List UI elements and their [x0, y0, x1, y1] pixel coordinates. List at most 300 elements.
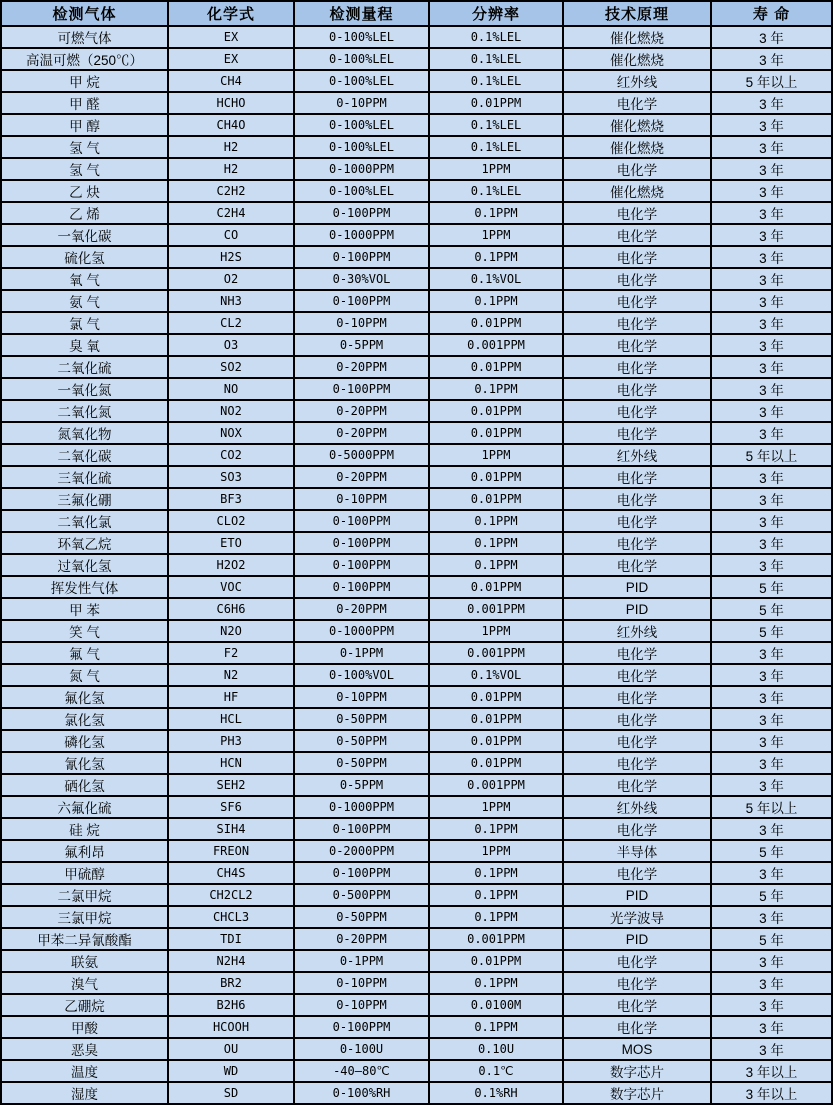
cell-technology: 电化学: [563, 554, 711, 576]
cell-gas-name: 乙 炔: [1, 180, 168, 202]
cell-technology: PID: [563, 598, 711, 620]
cell-detection-range: 0-1000PPM: [294, 796, 429, 818]
cell-chemical-formula: C6H6: [168, 598, 294, 620]
cell-resolution: 0.1PPM: [429, 378, 563, 400]
cell-lifespan: 5 年: [711, 928, 832, 950]
cell-technology: 电化学: [563, 664, 711, 686]
cell-resolution: 0.1PPM: [429, 884, 563, 906]
cell-technology: 电化学: [563, 268, 711, 290]
table-row: [1, 268, 832, 290]
cell-chemical-formula: HCHO: [168, 92, 294, 114]
cell-gas-name: 氢 气: [1, 136, 168, 158]
cell-resolution: 1PPM: [429, 224, 563, 246]
cell-technology: 电化学: [563, 708, 711, 730]
cell-gas-name: 甲硫醇: [1, 862, 168, 884]
cell-detection-range: 0-100PPM: [294, 818, 429, 840]
cell-detection-range: 0-10PPM: [294, 312, 429, 334]
cell-resolution: 0.01PPM: [429, 576, 563, 598]
cell-lifespan: 3 年: [711, 312, 832, 334]
cell-resolution: 0.01PPM: [429, 950, 563, 972]
table-row: [1, 224, 832, 246]
cell-lifespan: 3 年: [711, 532, 832, 554]
cell-technology: 电化学: [563, 378, 711, 400]
cell-resolution: 0.01PPM: [429, 356, 563, 378]
table-row: [1, 928, 832, 950]
cell-gas-name: 氯 气: [1, 312, 168, 334]
header-resolution: 分辨率: [429, 1, 563, 26]
cell-lifespan: 3 年: [711, 114, 832, 136]
cell-chemical-formula: VOC: [168, 576, 294, 598]
cell-lifespan: 3 年: [711, 1038, 832, 1060]
cell-lifespan: 3 年: [711, 994, 832, 1016]
cell-lifespan: 3 年: [711, 686, 832, 708]
cell-lifespan: 3 年: [711, 664, 832, 686]
cell-detection-range: 0-1PPM: [294, 642, 429, 664]
cell-detection-range: 0-1000PPM: [294, 620, 429, 642]
cell-chemical-formula: CH4: [168, 70, 294, 92]
table-row: [1, 488, 832, 510]
cell-gas-name: 氯化氢: [1, 708, 168, 730]
cell-detection-range: 0-10PPM: [294, 686, 429, 708]
cell-gas-name: 二氯甲烷: [1, 884, 168, 906]
cell-detection-range: 0-100PPM: [294, 510, 429, 532]
cell-gas-name: 笑 气: [1, 620, 168, 642]
cell-lifespan: 3 年: [711, 378, 832, 400]
cell-lifespan: 3 年: [711, 422, 832, 444]
cell-technology: 电化学: [563, 422, 711, 444]
header-lifespan: 寿 命: [711, 1, 832, 26]
cell-detection-range: 0-10PPM: [294, 994, 429, 1016]
table-row: [1, 598, 832, 620]
cell-chemical-formula: H2S: [168, 246, 294, 268]
cell-chemical-formula: FREON: [168, 840, 294, 862]
cell-detection-range: 0-20PPM: [294, 466, 429, 488]
cell-detection-range: 0-20PPM: [294, 598, 429, 620]
cell-lifespan: 3 年: [711, 136, 832, 158]
header-row: [1, 1, 832, 26]
cell-chemical-formula: H2O2: [168, 554, 294, 576]
cell-gas-name: 二氧化氮: [1, 400, 168, 422]
cell-lifespan: 3 年: [711, 466, 832, 488]
cell-resolution: 0.1PPM: [429, 290, 563, 312]
cell-gas-name: 甲酸: [1, 1016, 168, 1038]
cell-lifespan: 3 年: [711, 246, 832, 268]
cell-gas-name: 二氧化硫: [1, 356, 168, 378]
cell-gas-name: 一氧化氮: [1, 378, 168, 400]
cell-chemical-formula: CO: [168, 224, 294, 246]
cell-chemical-formula: NOX: [168, 422, 294, 444]
cell-lifespan: 3 年: [711, 510, 832, 532]
cell-detection-range: 0-50PPM: [294, 906, 429, 928]
cell-resolution: 0.1%VOL: [429, 664, 563, 686]
cell-lifespan: 3 年: [711, 158, 832, 180]
cell-technology: MOS: [563, 1038, 711, 1060]
cell-detection-range: 0-100%RH: [294, 1082, 429, 1104]
cell-lifespan: 3 年: [711, 224, 832, 246]
cell-gas-name: 一氧化碳: [1, 224, 168, 246]
cell-detection-range: 0-100PPM: [294, 1016, 429, 1038]
cell-chemical-formula: EX: [168, 48, 294, 70]
cell-resolution: 1PPM: [429, 620, 563, 642]
cell-chemical-formula: SO3: [168, 466, 294, 488]
cell-detection-range: 0-50PPM: [294, 752, 429, 774]
cell-gas-name: 甲 醛: [1, 92, 168, 114]
cell-technology: PID: [563, 884, 711, 906]
cell-resolution: 0.01PPM: [429, 708, 563, 730]
table-row: [1, 312, 832, 334]
cell-gas-name: 硫化氢: [1, 246, 168, 268]
cell-chemical-formula: EX: [168, 26, 294, 48]
cell-resolution: 0.1%RH: [429, 1082, 563, 1104]
cell-lifespan: 5 年: [711, 884, 832, 906]
cell-lifespan: 3 年: [711, 972, 832, 994]
cell-resolution: 0.001PPM: [429, 334, 563, 356]
cell-technology: 电化学: [563, 950, 711, 972]
cell-technology: 电化学: [563, 334, 711, 356]
cell-gas-name: 氮 气: [1, 664, 168, 686]
table-row: [1, 158, 832, 180]
cell-detection-range: 0-100%LEL: [294, 48, 429, 70]
cell-gas-name: 氟化氢: [1, 686, 168, 708]
table-row: [1, 202, 832, 224]
cell-resolution: 0.1PPM: [429, 510, 563, 532]
cell-detection-range: 0-100PPM: [294, 532, 429, 554]
cell-detection-range: 0-100%LEL: [294, 136, 429, 158]
cell-resolution: 0.1℃: [429, 1060, 563, 1082]
table-row: [1, 818, 832, 840]
cell-gas-name: 磷化氢: [1, 730, 168, 752]
cell-technology: 电化学: [563, 466, 711, 488]
cell-technology: 红外线: [563, 444, 711, 466]
cell-resolution: 0.01PPM: [429, 92, 563, 114]
cell-gas-name: 高温可燃（250℃）: [1, 48, 168, 70]
cell-resolution: 0.01PPM: [429, 422, 563, 444]
cell-chemical-formula: CH4O: [168, 114, 294, 136]
cell-chemical-formula: N2: [168, 664, 294, 686]
cell-technology: 催化燃烧: [563, 180, 711, 202]
table-row: [1, 1016, 832, 1038]
table-row: [1, 752, 832, 774]
cell-detection-range: 0-100U: [294, 1038, 429, 1060]
cell-chemical-formula: C2H2: [168, 180, 294, 202]
cell-technology: 电化学: [563, 994, 711, 1016]
cell-lifespan: 3 年: [711, 1016, 832, 1038]
table-row: [1, 576, 832, 598]
cell-lifespan: 3 年: [711, 906, 832, 928]
cell-chemical-formula: B2H6: [168, 994, 294, 1016]
cell-technology: 电化学: [563, 774, 711, 796]
cell-technology: 电化学: [563, 246, 711, 268]
cell-chemical-formula: N2H4: [168, 950, 294, 972]
cell-technology: 催化燃烧: [563, 136, 711, 158]
cell-resolution: 1PPM: [429, 444, 563, 466]
table-row: [1, 532, 832, 554]
cell-resolution: 0.01PPM: [429, 730, 563, 752]
cell-resolution: 0.01PPM: [429, 752, 563, 774]
cell-detection-range: 0-500PPM: [294, 884, 429, 906]
cell-technology: 电化学: [563, 642, 711, 664]
table-row: [1, 26, 832, 48]
table-row: [1, 972, 832, 994]
cell-chemical-formula: CH2CL2: [168, 884, 294, 906]
cell-lifespan: 3 年: [711, 752, 832, 774]
cell-chemical-formula: CH4S: [168, 862, 294, 884]
cell-technology: 催化燃烧: [563, 48, 711, 70]
table-row: [1, 884, 832, 906]
table-row: [1, 1082, 832, 1104]
cell-gas-name: 甲 醇: [1, 114, 168, 136]
cell-lifespan: 3 年: [711, 92, 832, 114]
cell-technology: PID: [563, 928, 711, 950]
cell-technology: 电化学: [563, 400, 711, 422]
cell-detection-range: 0-100PPM: [294, 202, 429, 224]
cell-technology: 电化学: [563, 818, 711, 840]
cell-gas-name: 溴气: [1, 972, 168, 994]
cell-resolution: 0.1PPM: [429, 554, 563, 576]
cell-gas-name: 氨 气: [1, 290, 168, 312]
cell-lifespan: 3 年以上: [711, 1082, 832, 1104]
cell-lifespan: 3 年: [711, 400, 832, 422]
cell-resolution: 0.1PPM: [429, 532, 563, 554]
header-gas: 检测气体: [1, 1, 168, 26]
cell-technology: 电化学: [563, 752, 711, 774]
cell-detection-range: 0-20PPM: [294, 928, 429, 950]
cell-chemical-formula: BF3: [168, 488, 294, 510]
table-row: [1, 840, 832, 862]
cell-resolution: 1PPM: [429, 796, 563, 818]
table-row: [1, 48, 832, 70]
cell-gas-name: 氟利昂: [1, 840, 168, 862]
cell-gas-name: 温度: [1, 1060, 168, 1082]
cell-gas-name: 三氟化硼: [1, 488, 168, 510]
cell-lifespan: 3 年: [711, 48, 832, 70]
table-row: [1, 356, 832, 378]
cell-technology: 电化学: [563, 92, 711, 114]
cell-lifespan: 3 年: [711, 818, 832, 840]
cell-chemical-formula: HCL: [168, 708, 294, 730]
cell-technology: 电化学: [563, 532, 711, 554]
cell-detection-range: 0-100PPM: [294, 862, 429, 884]
table-row: [1, 862, 832, 884]
cell-detection-range: 0-100PPM: [294, 576, 429, 598]
cell-resolution: 1PPM: [429, 840, 563, 862]
cell-technology: 电化学: [563, 730, 711, 752]
table-row: [1, 686, 832, 708]
cell-chemical-formula: O3: [168, 334, 294, 356]
cell-technology: 电化学: [563, 202, 711, 224]
cell-detection-range: 0-1PPM: [294, 950, 429, 972]
cell-chemical-formula: HF: [168, 686, 294, 708]
cell-gas-name: 臭 氧: [1, 334, 168, 356]
cell-resolution: 1PPM: [429, 158, 563, 180]
table-row: [1, 620, 832, 642]
cell-technology: 半导体: [563, 840, 711, 862]
cell-gas-name: 乙 烯: [1, 202, 168, 224]
cell-resolution: 0.1%LEL: [429, 180, 563, 202]
cell-resolution: 0.1%LEL: [429, 136, 563, 158]
cell-detection-range: 0-20PPM: [294, 356, 429, 378]
cell-technology: 电化学: [563, 686, 711, 708]
table-row: [1, 92, 832, 114]
cell-detection-range: 0-100PPM: [294, 290, 429, 312]
cell-chemical-formula: HCOOH: [168, 1016, 294, 1038]
cell-lifespan: 3 年: [711, 488, 832, 510]
cell-resolution: 0.1%LEL: [429, 114, 563, 136]
cell-resolution: 0.01PPM: [429, 312, 563, 334]
cell-gas-name: 氮氧化物: [1, 422, 168, 444]
cell-technology: 电化学: [563, 312, 711, 334]
cell-lifespan: 3 年: [711, 642, 832, 664]
cell-technology: 电化学: [563, 972, 711, 994]
cell-resolution: 0.001PPM: [429, 928, 563, 950]
cell-detection-range: 0-5PPM: [294, 774, 429, 796]
table-row: [1, 378, 832, 400]
table-row: [1, 664, 832, 686]
cell-resolution: 0.1PPM: [429, 862, 563, 884]
cell-technology: 催化燃烧: [563, 114, 711, 136]
table-row: [1, 994, 832, 1016]
cell-technology: 红外线: [563, 796, 711, 818]
cell-lifespan: 3 年: [711, 26, 832, 48]
cell-gas-name: 三氧化硫: [1, 466, 168, 488]
cell-lifespan: 5 年: [711, 598, 832, 620]
cell-chemical-formula: WD: [168, 1060, 294, 1082]
cell-resolution: 0.1%LEL: [429, 70, 563, 92]
cell-technology: 电化学: [563, 356, 711, 378]
cell-chemical-formula: C2H4: [168, 202, 294, 224]
cell-chemical-formula: SIH4: [168, 818, 294, 840]
cell-lifespan: 3 年: [711, 290, 832, 312]
cell-chemical-formula: H2: [168, 158, 294, 180]
table-row: [1, 290, 832, 312]
cell-gas-name: 可燃气体: [1, 26, 168, 48]
cell-technology: PID: [563, 576, 711, 598]
cell-detection-range: 0-1000PPM: [294, 158, 429, 180]
cell-lifespan: 3 年: [711, 554, 832, 576]
cell-resolution: 0.1PPM: [429, 818, 563, 840]
cell-gas-name: 环氧乙烷: [1, 532, 168, 554]
cell-gas-name: 三氯甲烷: [1, 906, 168, 928]
cell-technology: 电化学: [563, 1016, 711, 1038]
table-row: [1, 400, 832, 422]
cell-chemical-formula: F2: [168, 642, 294, 664]
cell-gas-name: 硒化氢: [1, 774, 168, 796]
cell-resolution: 0.1%LEL: [429, 26, 563, 48]
cell-resolution: 0.01PPM: [429, 686, 563, 708]
cell-chemical-formula: OU: [168, 1038, 294, 1060]
cell-detection-range: 0-100%LEL: [294, 180, 429, 202]
header-formula: 化学式: [168, 1, 294, 26]
cell-gas-name: 二氧化碳: [1, 444, 168, 466]
cell-gas-name: 甲 烷: [1, 70, 168, 92]
cell-chemical-formula: N2O: [168, 620, 294, 642]
cell-chemical-formula: H2: [168, 136, 294, 158]
cell-chemical-formula: PH3: [168, 730, 294, 752]
cell-technology: 电化学: [563, 224, 711, 246]
cell-resolution: 0.001PPM: [429, 598, 563, 620]
cell-chemical-formula: NO2: [168, 400, 294, 422]
cell-lifespan: 3 年: [711, 268, 832, 290]
cell-lifespan: 3 年: [711, 774, 832, 796]
cell-resolution: 0.001PPM: [429, 774, 563, 796]
cell-chemical-formula: SO2: [168, 356, 294, 378]
cell-resolution: 0.1%VOL: [429, 268, 563, 290]
cell-chemical-formula: HCN: [168, 752, 294, 774]
table-row: [1, 444, 832, 466]
cell-lifespan: 5 年以上: [711, 70, 832, 92]
cell-lifespan: 5 年以上: [711, 444, 832, 466]
cell-chemical-formula: NO: [168, 378, 294, 400]
cell-detection-range: 0-100PPM: [294, 554, 429, 576]
cell-resolution: 0.1PPM: [429, 246, 563, 268]
table-row: [1, 554, 832, 576]
table-row: [1, 796, 832, 818]
cell-technology: 电化学: [563, 158, 711, 180]
cell-gas-name: 硅 烷: [1, 818, 168, 840]
cell-detection-range: 0-2000PPM: [294, 840, 429, 862]
cell-resolution: 0.001PPM: [429, 642, 563, 664]
cell-detection-range: -40—80℃: [294, 1060, 429, 1082]
cell-gas-name: 氰化氢: [1, 752, 168, 774]
cell-lifespan: 5 年: [711, 620, 832, 642]
cell-gas-name: 过氧化氢: [1, 554, 168, 576]
table-row: [1, 136, 832, 158]
cell-detection-range: 0-10PPM: [294, 92, 429, 114]
cell-detection-range: 0-100PPM: [294, 246, 429, 268]
cell-technology: 催化燃烧: [563, 26, 711, 48]
cell-chemical-formula: TDI: [168, 928, 294, 950]
cell-lifespan: 3 年: [711, 950, 832, 972]
cell-chemical-formula: CLO2: [168, 510, 294, 532]
cell-technology: 电化学: [563, 488, 711, 510]
table-row: [1, 730, 832, 752]
cell-resolution: 0.0100M: [429, 994, 563, 1016]
cell-gas-name: 氧 气: [1, 268, 168, 290]
cell-detection-range: 0-50PPM: [294, 708, 429, 730]
cell-gas-name: 恶臭: [1, 1038, 168, 1060]
cell-lifespan: 3 年: [711, 730, 832, 752]
cell-gas-name: 二氧化氯: [1, 510, 168, 532]
cell-resolution: 0.1PPM: [429, 972, 563, 994]
cell-resolution: 0.1%LEL: [429, 48, 563, 70]
table-row: [1, 642, 832, 664]
cell-lifespan: 3 年: [711, 708, 832, 730]
cell-detection-range: 0-100%LEL: [294, 70, 429, 92]
cell-chemical-formula: BR2: [168, 972, 294, 994]
cell-lifespan: 3 年: [711, 334, 832, 356]
cell-gas-name: 氟 气: [1, 642, 168, 664]
cell-detection-range: 0-100%LEL: [294, 26, 429, 48]
cell-chemical-formula: CO2: [168, 444, 294, 466]
table-row: [1, 114, 832, 136]
cell-gas-name: 湿度: [1, 1082, 168, 1104]
cell-detection-range: 0-20PPM: [294, 400, 429, 422]
cell-detection-range: 0-100%LEL: [294, 114, 429, 136]
cell-detection-range: 0-1000PPM: [294, 224, 429, 246]
cell-lifespan: 3 年: [711, 356, 832, 378]
cell-detection-range: 0-100%VOL: [294, 664, 429, 686]
cell-resolution: 0.1PPM: [429, 906, 563, 928]
cell-detection-range: 0-100PPM: [294, 378, 429, 400]
cell-gas-name: 六氟化硫: [1, 796, 168, 818]
header-range: 检测量程: [294, 1, 429, 26]
cell-detection-range: 0-10PPM: [294, 972, 429, 994]
table-row: [1, 1038, 832, 1060]
table-row: [1, 774, 832, 796]
cell-resolution: 0.01PPM: [429, 488, 563, 510]
table-row: [1, 906, 832, 928]
table-row: [1, 510, 832, 532]
